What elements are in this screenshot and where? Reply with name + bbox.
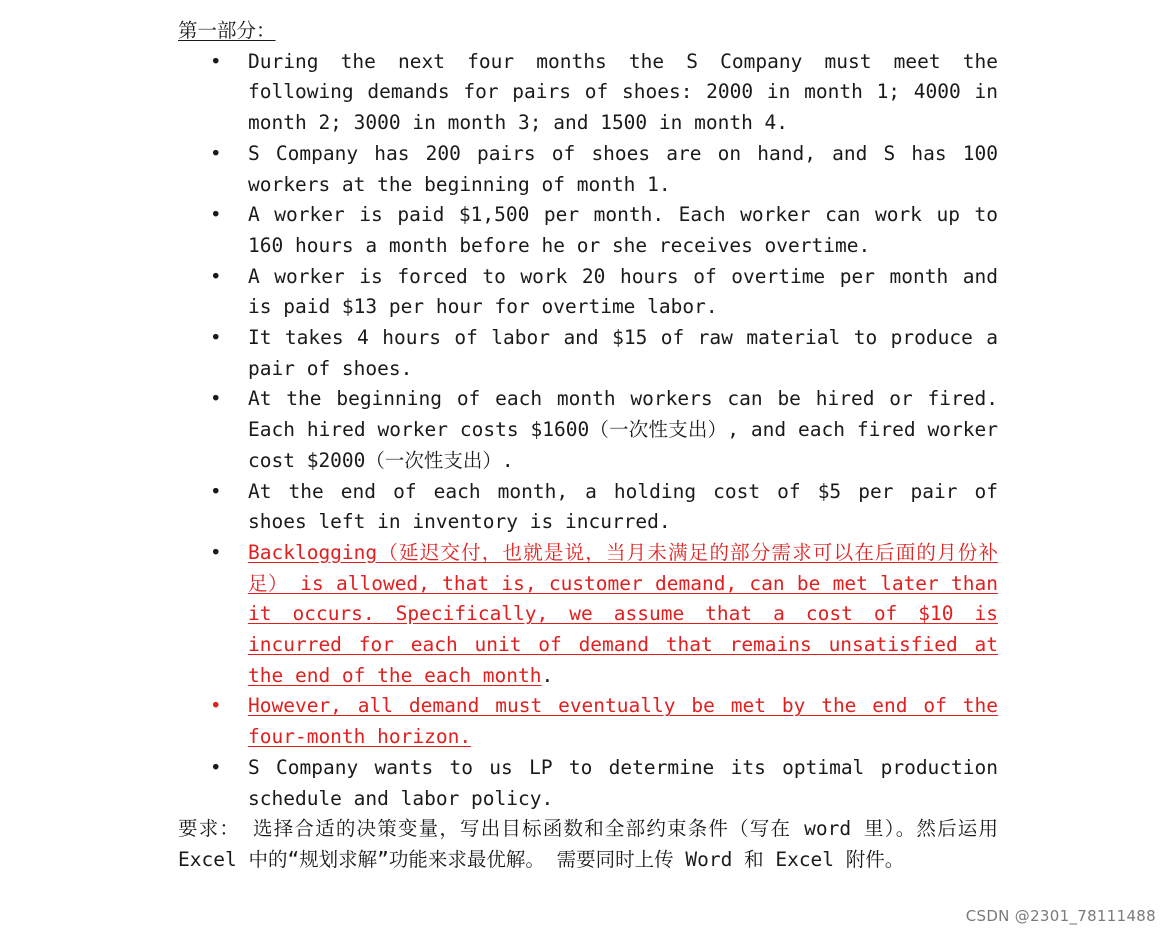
requirements-list: [178, 47, 998, 815]
list-item-wage: [178, 200, 998, 261]
requirement-paragraph: 要求： 选择合适的决策变量，写出目标函数和全部约束条件（写在 word 里）。然后运用 Excel 中的“规划求解”功能来求最优解。 需要同时上传 Word 和 Excel 附件。: [178, 817, 998, 871]
list-item-text-highlighted: Backlogging（延迟交付，也就是说，当月未满足的部分需求可以在后面的月份补足） is allowed, that is, customer demand, can be met later than it occurs. Specifically, we assume that a cost of $10 is incurred for each unit of demand that remains unsatisfied at the end of the each month: [248, 540, 998, 687]
section-heading: 第一部分：: [178, 19, 276, 42]
bullet-marker: •: [210, 141, 222, 165]
list-item-inventory: [178, 139, 998, 200]
list-item-text: S Company wants to us LP to determine its optimal production schedule and labor policy.: [248, 755, 998, 810]
list-item-text: A worker is paid $1,500 per month. Each worker can work up to 160 hours a month before he or she receives overtime.: [248, 203, 998, 257]
bullet-marker: •: [210, 755, 222, 779]
bullet-marker-red: •: [210, 694, 222, 718]
list-item-holding-cost: [178, 477, 998, 538]
bullet-marker: •: [210, 540, 222, 564]
list-item-text: During the next four months the S Company must meet the following demands for pairs of shoes: 2000 in month 1; 4000 in month 2; 3000 in month 3; and 1500 in month 4.: [248, 49, 998, 135]
bullet-marker: •: [210, 479, 222, 503]
list-item-text: It takes 4 hours of labor and $15 of raw material to produce a pair of shoes.: [248, 326, 998, 380]
list-item-text: At the beginning of each month workers can be hired or fired. Each hired worker costs $1600（一次性支出）, and each fired worker cost $2000（一次性支出）.: [248, 387, 998, 472]
list-item-text-highlighted: However, all demand must eventually be met by the end of the four-month horizon.: [248, 694, 998, 749]
list-item-objective: [178, 753, 998, 814]
list-item-horizon: [178, 691, 998, 752]
watermark: CSDN @2301_78111488: [965, 907, 1156, 925]
bullet-marker: •: [210, 387, 222, 411]
list-item-demands: [178, 47, 998, 139]
bullet-marker: •: [210, 264, 222, 288]
list-item-text: A worker is forced to work 20 hours of overtime per month and is paid $13 per hour for overtime labor.: [248, 264, 998, 319]
bullet-marker: •: [210, 326, 222, 350]
bullet-marker: •: [210, 49, 222, 73]
bullet-marker: •: [210, 203, 222, 227]
list-item-backlogging: [178, 538, 998, 692]
list-item-hiring: [178, 384, 998, 476]
list-item-tail: .: [541, 663, 554, 687]
list-item-overtime: [178, 262, 998, 323]
list-item-production: [178, 323, 998, 384]
list-item-text: S Company has 200 pairs of shoes are on hand, and S has 100 workers at the beginning of month 1.: [248, 141, 998, 196]
document-body: [178, 16, 998, 876]
list-item-text: At the end of each month, a holding cost of $5 per pair of shoes left in inventory is incurred.: [248, 479, 998, 534]
